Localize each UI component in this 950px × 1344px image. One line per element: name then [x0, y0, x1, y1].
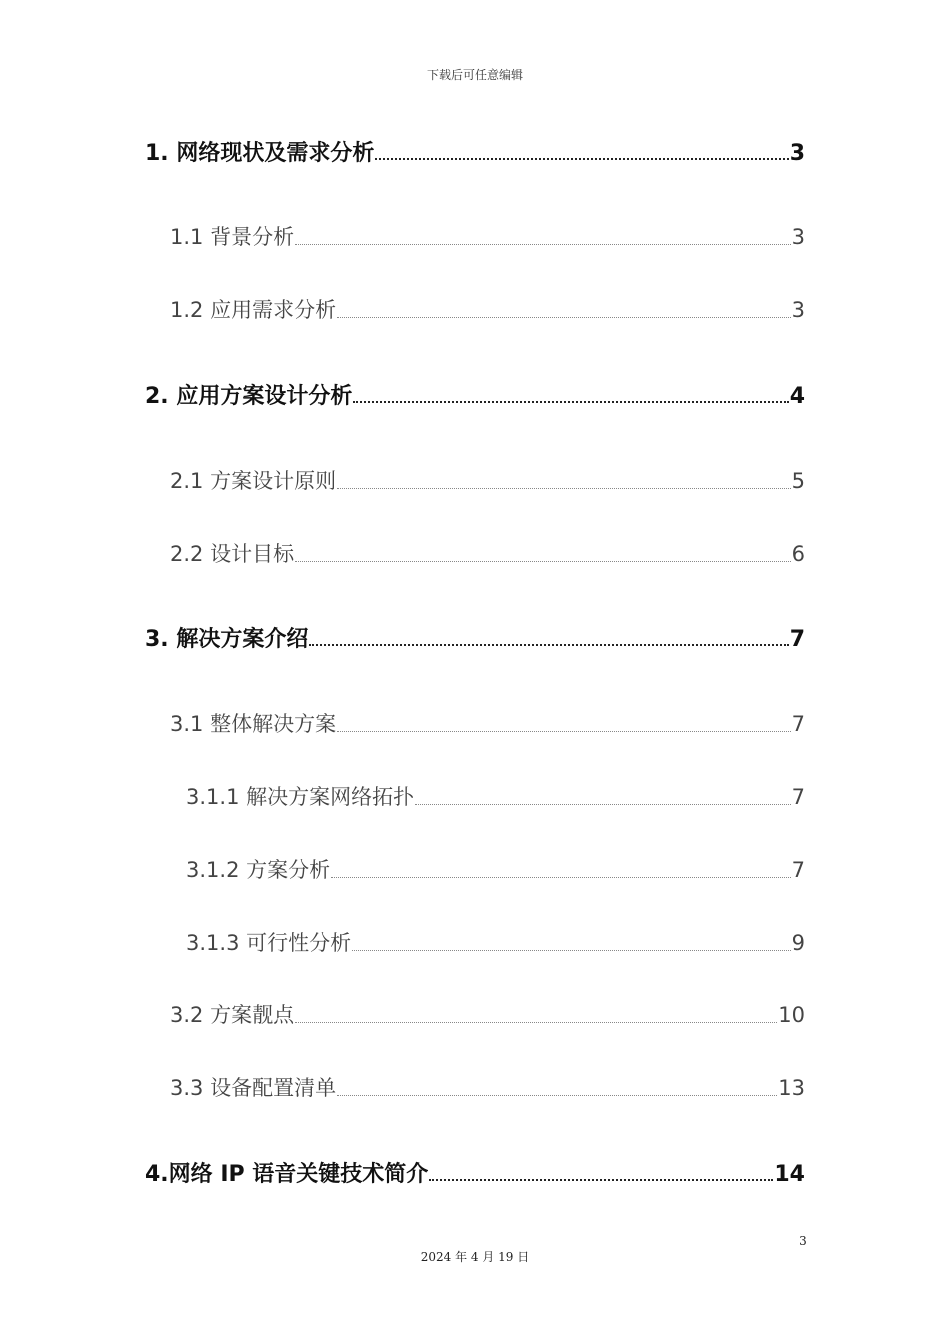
toc-entry-page: 7: [791, 858, 805, 882]
toc-entry-page: 7: [789, 627, 805, 652]
toc-entry[interactable]: [145, 136, 805, 166]
toc-leader-dots: [309, 644, 788, 646]
toc-leader-dots: [353, 401, 788, 403]
toc-entry-title: 3.3 设备配置清单: [170, 1076, 337, 1100]
toc-leader-dots: [295, 1022, 777, 1023]
toc-leader-dots: [337, 731, 791, 732]
page-number: 3: [799, 1234, 807, 1248]
toc-entry-title: 2. 应用方案设计分析: [145, 384, 353, 409]
toc-entry-title: 1.2 应用需求分析: [170, 298, 337, 322]
toc-entry-page: 3: [791, 225, 805, 249]
toc-entry-page: 14: [774, 1162, 805, 1187]
toc-entry[interactable]: [170, 465, 805, 495]
toc-entry[interactable]: [170, 538, 805, 568]
toc-leader-dots: [352, 950, 791, 951]
toc-entry-title: 3.1.2 方案分析: [186, 858, 331, 882]
toc-entry-page: 13: [778, 1076, 805, 1100]
toc-entry-page: 6: [791, 542, 805, 566]
toc-entry-title: 3.2 方案靓点: [170, 1003, 295, 1027]
toc-entry[interactable]: [145, 1157, 805, 1187]
toc-entry-title: 3. 解决方案介绍: [145, 627, 309, 652]
toc-entry-page: 7: [791, 712, 805, 736]
toc-entry-page: 3: [789, 141, 805, 166]
toc-leader-dots: [331, 877, 791, 878]
toc-entry[interactable]: [186, 854, 805, 884]
toc-leader-dots: [337, 317, 791, 318]
toc-entry-title: 2.1 方案设计原则: [170, 469, 337, 493]
toc-leader-dots: [337, 1095, 777, 1096]
toc-entry-page: 9: [791, 931, 805, 955]
toc-entry-title: 4.网络 IP 语音关键技术简介: [145, 1162, 429, 1187]
toc-leader-dots: [415, 804, 791, 805]
toc-leader-dots: [295, 561, 791, 562]
toc-entry[interactable]: [170, 999, 805, 1029]
toc-entry[interactable]: [170, 221, 805, 251]
toc-entry[interactable]: [145, 622, 805, 652]
toc-entry-title: 1. 网络现状及需求分析: [145, 141, 375, 166]
toc-entry-page: 5: [791, 469, 805, 493]
toc-entry-page: 3: [791, 298, 805, 322]
page-footer-date: 2024 年 4 月 19 日: [420, 1250, 530, 1264]
toc-entry-title: 3.1.3 可行性分析: [186, 931, 352, 955]
toc-leader-dots: [375, 158, 788, 160]
toc-leader-dots: [337, 488, 791, 489]
toc-entry[interactable]: [170, 1072, 805, 1102]
toc-leader-dots: [295, 244, 791, 245]
toc-leader-dots: [429, 1179, 773, 1181]
toc-entry[interactable]: [186, 781, 805, 811]
toc-entry[interactable]: [170, 708, 805, 738]
toc-entry-title: 3.1 整体解决方案: [170, 712, 337, 736]
toc-entry[interactable]: [186, 927, 805, 957]
toc-entry[interactable]: [170, 294, 805, 324]
toc-entry-title: 3.1.1 解决方案网络拓扑: [186, 785, 415, 809]
toc-entry-title: 2.2 设计目标: [170, 542, 295, 566]
toc-entry-page: 7: [791, 785, 805, 809]
toc-entry[interactable]: [145, 379, 805, 409]
toc-entry-page: 4: [789, 384, 805, 409]
toc-entry-page: 10: [778, 1003, 805, 1027]
page-header: 下载后可任意编辑: [426, 68, 523, 82]
toc-entry-title: 1.1 背景分析: [170, 225, 295, 249]
